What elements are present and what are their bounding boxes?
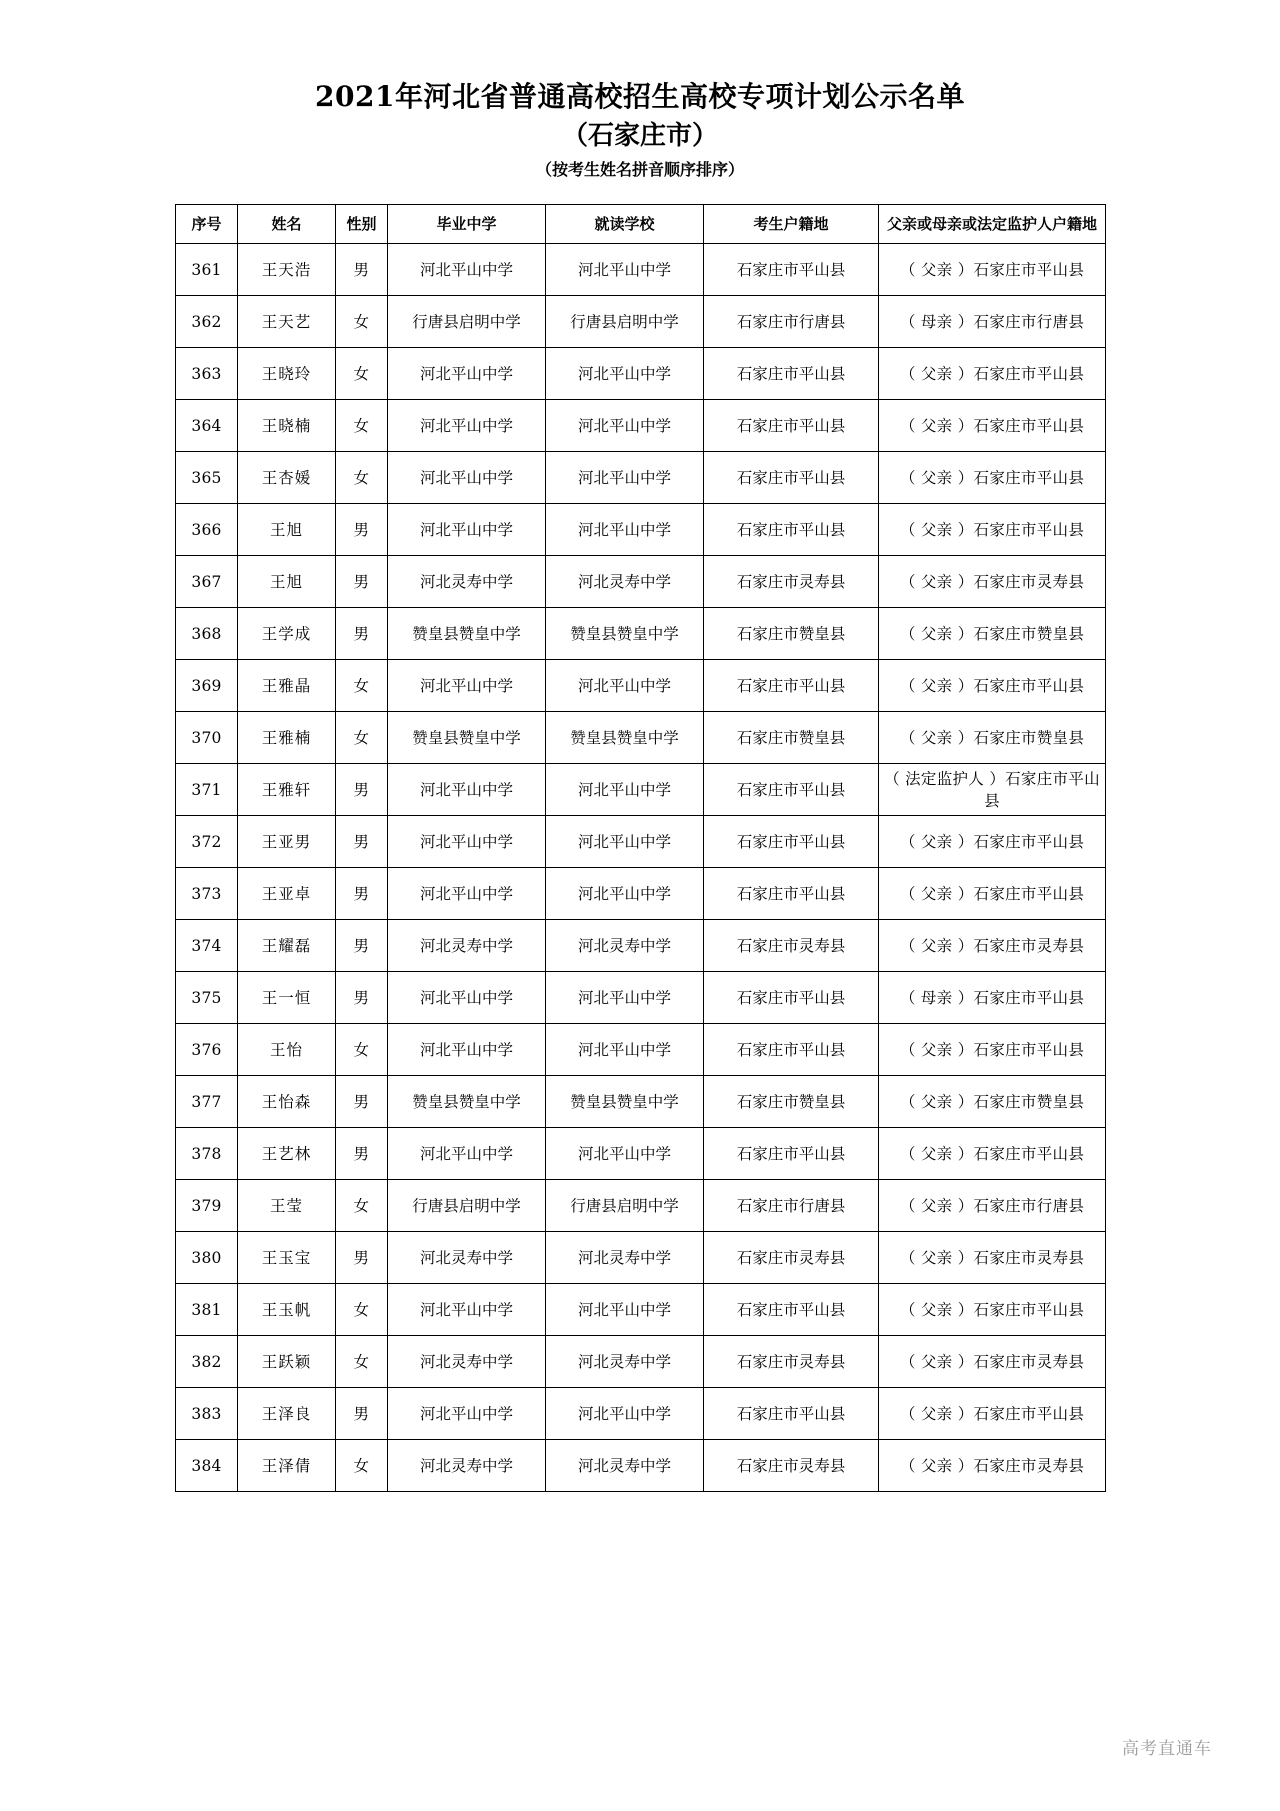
table-row bbox=[176, 296, 1106, 348]
cell-residence: 石家庄市平山县 bbox=[704, 452, 879, 504]
cell-sex: 男 bbox=[336, 504, 388, 556]
cell-guardian: （ 父亲 ）石家庄市平山县 bbox=[879, 244, 1106, 296]
table-row bbox=[176, 1336, 1106, 1388]
column-header-index: 序号 bbox=[176, 205, 238, 244]
cell-school: 河北平山中学 bbox=[546, 1284, 704, 1336]
cell-residence: 石家庄市平山县 bbox=[704, 1388, 879, 1440]
cell-name: 王学成 bbox=[238, 608, 336, 660]
cell-school: 河北平山中学 bbox=[546, 1128, 704, 1180]
cell-graduated: 河北平山中学 bbox=[388, 764, 546, 816]
roster-table-container bbox=[175, 204, 1105, 1492]
table-header bbox=[176, 205, 1106, 244]
cell-graduated: 赞皇县赞皇中学 bbox=[388, 608, 546, 660]
page-title: 2021年河北省普通高校招生高校专项计划公示名单 bbox=[315, 80, 965, 113]
table-row bbox=[176, 660, 1106, 712]
column-header-name: 姓名 bbox=[238, 205, 336, 244]
cell-index: 367 bbox=[176, 556, 238, 608]
cell-name: 王艺林 bbox=[238, 1128, 336, 1180]
table-body bbox=[176, 244, 1106, 1492]
cell-graduated: 河北平山中学 bbox=[388, 972, 546, 1024]
cell-name: 王怡森 bbox=[238, 1076, 336, 1128]
table-row bbox=[176, 1440, 1106, 1492]
cell-name: 王杏媛 bbox=[238, 452, 336, 504]
cell-guardian: （ 父亲 ）石家庄市灵寿县 bbox=[879, 556, 1106, 608]
cell-guardian: （ 父亲 ）石家庄市灵寿县 bbox=[879, 1440, 1106, 1492]
cell-index: 368 bbox=[176, 608, 238, 660]
cell-guardian: （ 法定监护人 ）石家庄市平山县 bbox=[879, 764, 1106, 816]
cell-school: 河北灵寿中学 bbox=[546, 1232, 704, 1284]
cell-guardian: （ 父亲 ）石家庄市赞皇县 bbox=[879, 1076, 1106, 1128]
cell-index: 383 bbox=[176, 1388, 238, 1440]
cell-index: 381 bbox=[176, 1284, 238, 1336]
cell-guardian: （ 父亲 ）石家庄市平山县 bbox=[879, 1024, 1106, 1076]
cell-index: 370 bbox=[176, 712, 238, 764]
cell-sex: 男 bbox=[336, 244, 388, 296]
table-row bbox=[176, 400, 1106, 452]
cell-name: 王旭 bbox=[238, 556, 336, 608]
cell-name: 王晓楠 bbox=[238, 400, 336, 452]
cell-name: 王天浩 bbox=[238, 244, 336, 296]
cell-guardian: （ 母亲 ）石家庄市行唐县 bbox=[879, 296, 1106, 348]
cell-graduated: 河北灵寿中学 bbox=[388, 1232, 546, 1284]
table-row bbox=[176, 712, 1106, 764]
cell-sex: 女 bbox=[336, 348, 388, 400]
cell-sex: 男 bbox=[336, 608, 388, 660]
cell-graduated: 河北平山中学 bbox=[388, 452, 546, 504]
cell-school: 行唐县启明中学 bbox=[546, 1180, 704, 1232]
cell-graduated: 河北灵寿中学 bbox=[388, 556, 546, 608]
cell-school: 河北平山中学 bbox=[546, 972, 704, 1024]
cell-guardian: （ 父亲 ）石家庄市赞皇县 bbox=[879, 608, 1106, 660]
cell-residence: 石家庄市平山县 bbox=[704, 660, 879, 712]
cell-name: 王泽良 bbox=[238, 1388, 336, 1440]
cell-school: 赞皇县赞皇中学 bbox=[546, 608, 704, 660]
cell-graduated: 河北灵寿中学 bbox=[388, 920, 546, 972]
cell-residence: 石家庄市赞皇县 bbox=[704, 712, 879, 764]
cell-graduated: 行唐县启明中学 bbox=[388, 1180, 546, 1232]
cell-guardian: （ 父亲 ）石家庄市赞皇县 bbox=[879, 712, 1106, 764]
table-row bbox=[176, 608, 1106, 660]
cell-school: 河北平山中学 bbox=[546, 400, 704, 452]
cell-graduated: 赞皇县赞皇中学 bbox=[388, 1076, 546, 1128]
table-row bbox=[176, 868, 1106, 920]
cell-sex: 女 bbox=[336, 1024, 388, 1076]
cell-name: 王天艺 bbox=[238, 296, 336, 348]
cell-index: 384 bbox=[176, 1440, 238, 1492]
cell-sex: 男 bbox=[336, 764, 388, 816]
cell-school: 河北平山中学 bbox=[546, 244, 704, 296]
cell-school: 河北平山中学 bbox=[546, 1024, 704, 1076]
cell-sex: 女 bbox=[336, 1180, 388, 1232]
watermark: 高考直通车 bbox=[1122, 1739, 1212, 1759]
cell-sex: 男 bbox=[336, 1076, 388, 1128]
cell-name: 王泽倩 bbox=[238, 1440, 336, 1492]
cell-school: 赞皇县赞皇中学 bbox=[546, 1076, 704, 1128]
cell-index: 377 bbox=[176, 1076, 238, 1128]
page-subtitle-note: （按考生姓名拼音顺序排序） bbox=[535, 160, 744, 179]
column-header-school: 就读学校 bbox=[546, 205, 704, 244]
cell-graduated: 行唐县启明中学 bbox=[388, 296, 546, 348]
cell-guardian: （ 父亲 ）石家庄市平山县 bbox=[879, 1284, 1106, 1336]
cell-residence: 石家庄市平山县 bbox=[704, 1284, 879, 1336]
cell-guardian: （ 父亲 ）石家庄市平山县 bbox=[879, 400, 1106, 452]
cell-residence: 石家庄市灵寿县 bbox=[704, 920, 879, 972]
cell-name: 王亚卓 bbox=[238, 868, 336, 920]
cell-index: 366 bbox=[176, 504, 238, 556]
cell-name: 王耀磊 bbox=[238, 920, 336, 972]
cell-name: 王一恒 bbox=[238, 972, 336, 1024]
cell-school: 行唐县启明中学 bbox=[546, 296, 704, 348]
cell-name: 王晓玲 bbox=[238, 348, 336, 400]
cell-graduated: 河北灵寿中学 bbox=[388, 1440, 546, 1492]
table-row bbox=[176, 1388, 1106, 1440]
cell-graduated: 河北平山中学 bbox=[388, 348, 546, 400]
cell-school: 河北灵寿中学 bbox=[546, 1336, 704, 1388]
cell-sex: 女 bbox=[336, 296, 388, 348]
cell-residence: 石家庄市灵寿县 bbox=[704, 556, 879, 608]
cell-residence: 石家庄市灵寿县 bbox=[704, 1440, 879, 1492]
cell-sex: 男 bbox=[336, 972, 388, 1024]
cell-school: 河北平山中学 bbox=[546, 1388, 704, 1440]
cell-residence: 石家庄市行唐县 bbox=[704, 296, 879, 348]
cell-index: 372 bbox=[176, 816, 238, 868]
cell-residence: 石家庄市平山县 bbox=[704, 764, 879, 816]
cell-school: 赞皇县赞皇中学 bbox=[546, 712, 704, 764]
cell-guardian: （ 父亲 ）石家庄市行唐县 bbox=[879, 1180, 1106, 1232]
cell-index: 379 bbox=[176, 1180, 238, 1232]
column-header-graduated: 毕业中学 bbox=[388, 205, 546, 244]
cell-sex: 男 bbox=[336, 1128, 388, 1180]
cell-residence: 石家庄市平山县 bbox=[704, 972, 879, 1024]
cell-graduated: 河北平山中学 bbox=[388, 244, 546, 296]
cell-guardian: （ 父亲 ）石家庄市平山县 bbox=[879, 452, 1106, 504]
table-row bbox=[176, 1232, 1106, 1284]
cell-name: 王玉帆 bbox=[238, 1284, 336, 1336]
cell-guardian: （ 父亲 ）石家庄市灵寿县 bbox=[879, 1232, 1106, 1284]
cell-residence: 石家庄市平山县 bbox=[704, 1128, 879, 1180]
cell-school: 河北平山中学 bbox=[546, 764, 704, 816]
table-row bbox=[176, 1180, 1106, 1232]
cell-index: 380 bbox=[176, 1232, 238, 1284]
cell-guardian: （ 父亲 ）石家庄市平山县 bbox=[879, 816, 1106, 868]
cell-graduated: 河北平山中学 bbox=[388, 400, 546, 452]
cell-name: 王亚男 bbox=[238, 816, 336, 868]
cell-residence: 石家庄市平山县 bbox=[704, 1024, 879, 1076]
table-row bbox=[176, 504, 1106, 556]
table-row bbox=[176, 1076, 1106, 1128]
table-row bbox=[176, 1024, 1106, 1076]
cell-residence: 石家庄市赞皇县 bbox=[704, 608, 879, 660]
cell-school: 河北灵寿中学 bbox=[546, 1440, 704, 1492]
cell-sex: 男 bbox=[336, 1388, 388, 1440]
cell-residence: 石家庄市行唐县 bbox=[704, 1180, 879, 1232]
cell-school: 河北平山中学 bbox=[546, 660, 704, 712]
cell-guardian: （ 父亲 ）石家庄市平山县 bbox=[879, 660, 1106, 712]
cell-residence: 石家庄市平山县 bbox=[704, 504, 879, 556]
table-row bbox=[176, 764, 1106, 816]
cell-index: 374 bbox=[176, 920, 238, 972]
table-row bbox=[176, 1128, 1106, 1180]
column-header-sex: 性别 bbox=[336, 205, 388, 244]
cell-sex: 女 bbox=[336, 660, 388, 712]
cell-school: 河北平山中学 bbox=[546, 348, 704, 400]
cell-graduated: 河北平山中学 bbox=[388, 504, 546, 556]
table-row bbox=[176, 244, 1106, 296]
cell-sex: 女 bbox=[336, 712, 388, 764]
cell-residence: 石家庄市平山县 bbox=[704, 348, 879, 400]
cell-school: 河北平山中学 bbox=[546, 868, 704, 920]
cell-school: 河北平山中学 bbox=[546, 504, 704, 556]
cell-guardian: （ 父亲 ）石家庄市平山县 bbox=[879, 504, 1106, 556]
column-header-guardian: 父亲或母亲或法定监护人户籍地 bbox=[879, 205, 1106, 244]
cell-sex: 男 bbox=[336, 1232, 388, 1284]
title-block bbox=[0, 0, 1280, 182]
cell-residence: 石家庄市平山县 bbox=[704, 244, 879, 296]
cell-index: 364 bbox=[176, 400, 238, 452]
cell-graduated: 赞皇县赞皇中学 bbox=[388, 712, 546, 764]
cell-sex: 女 bbox=[336, 1336, 388, 1388]
table-row bbox=[176, 556, 1106, 608]
cell-graduated: 河北平山中学 bbox=[388, 1284, 546, 1336]
cell-name: 王雅轩 bbox=[238, 764, 336, 816]
cell-guardian: （ 父亲 ）石家庄市灵寿县 bbox=[879, 920, 1106, 972]
table-row bbox=[176, 1284, 1106, 1336]
cell-sex: 女 bbox=[336, 1440, 388, 1492]
cell-residence: 石家庄市赞皇县 bbox=[704, 1076, 879, 1128]
cell-index: 373 bbox=[176, 868, 238, 920]
cell-guardian: （ 父亲 ）石家庄市平山县 bbox=[879, 1128, 1106, 1180]
cell-graduated: 河北平山中学 bbox=[388, 1024, 546, 1076]
cell-index: 382 bbox=[176, 1336, 238, 1388]
cell-graduated: 河北平山中学 bbox=[388, 816, 546, 868]
cell-guardian: （ 母亲 ）石家庄市平山县 bbox=[879, 972, 1106, 1024]
cell-graduated: 河北平山中学 bbox=[388, 868, 546, 920]
cell-sex: 男 bbox=[336, 868, 388, 920]
cell-name: 王玉宝 bbox=[238, 1232, 336, 1284]
cell-sex: 女 bbox=[336, 400, 388, 452]
cell-name: 王雅楠 bbox=[238, 712, 336, 764]
cell-residence: 石家庄市平山县 bbox=[704, 816, 879, 868]
page-subtitle-city: （石家庄市） bbox=[561, 121, 718, 151]
cell-residence: 石家庄市平山县 bbox=[704, 868, 879, 920]
cell-school: 河北灵寿中学 bbox=[546, 556, 704, 608]
cell-residence: 石家庄市平山县 bbox=[704, 400, 879, 452]
roster-table bbox=[175, 204, 1106, 1492]
cell-graduated: 河北平山中学 bbox=[388, 1388, 546, 1440]
cell-residence: 石家庄市灵寿县 bbox=[704, 1232, 879, 1284]
cell-sex: 女 bbox=[336, 452, 388, 504]
cell-school: 河北平山中学 bbox=[546, 452, 704, 504]
cell-index: 365 bbox=[176, 452, 238, 504]
cell-residence: 石家庄市灵寿县 bbox=[704, 1336, 879, 1388]
cell-guardian: （ 父亲 ）石家庄市平山县 bbox=[879, 868, 1106, 920]
cell-guardian: （ 父亲 ）石家庄市平山县 bbox=[879, 1388, 1106, 1440]
cell-index: 378 bbox=[176, 1128, 238, 1180]
table-header-row bbox=[176, 205, 1106, 244]
cell-index: 375 bbox=[176, 972, 238, 1024]
cell-name: 王跃颖 bbox=[238, 1336, 336, 1388]
cell-sex: 男 bbox=[336, 556, 388, 608]
cell-index: 376 bbox=[176, 1024, 238, 1076]
cell-graduated: 河北平山中学 bbox=[388, 1128, 546, 1180]
table-row bbox=[176, 972, 1106, 1024]
table-row bbox=[176, 452, 1106, 504]
cell-school: 河北灵寿中学 bbox=[546, 920, 704, 972]
cell-name: 王莹 bbox=[238, 1180, 336, 1232]
table-row bbox=[176, 348, 1106, 400]
cell-index: 362 bbox=[176, 296, 238, 348]
table-row bbox=[176, 816, 1106, 868]
table-row bbox=[176, 920, 1106, 972]
cell-index: 369 bbox=[176, 660, 238, 712]
cell-school: 河北平山中学 bbox=[546, 816, 704, 868]
cell-guardian: （ 父亲 ）石家庄市平山县 bbox=[879, 348, 1106, 400]
cell-name: 王怡 bbox=[238, 1024, 336, 1076]
cell-graduated: 河北平山中学 bbox=[388, 660, 546, 712]
cell-index: 361 bbox=[176, 244, 238, 296]
cell-index: 371 bbox=[176, 764, 238, 816]
cell-graduated: 河北灵寿中学 bbox=[388, 1336, 546, 1388]
cell-name: 王雅晶 bbox=[238, 660, 336, 712]
cell-sex: 男 bbox=[336, 920, 388, 972]
cell-index: 363 bbox=[176, 348, 238, 400]
column-header-residence: 考生户籍地 bbox=[704, 205, 879, 244]
cell-guardian: （ 父亲 ）石家庄市灵寿县 bbox=[879, 1336, 1106, 1388]
cell-sex: 男 bbox=[336, 816, 388, 868]
cell-sex: 女 bbox=[336, 1284, 388, 1336]
cell-name: 王旭 bbox=[238, 504, 336, 556]
